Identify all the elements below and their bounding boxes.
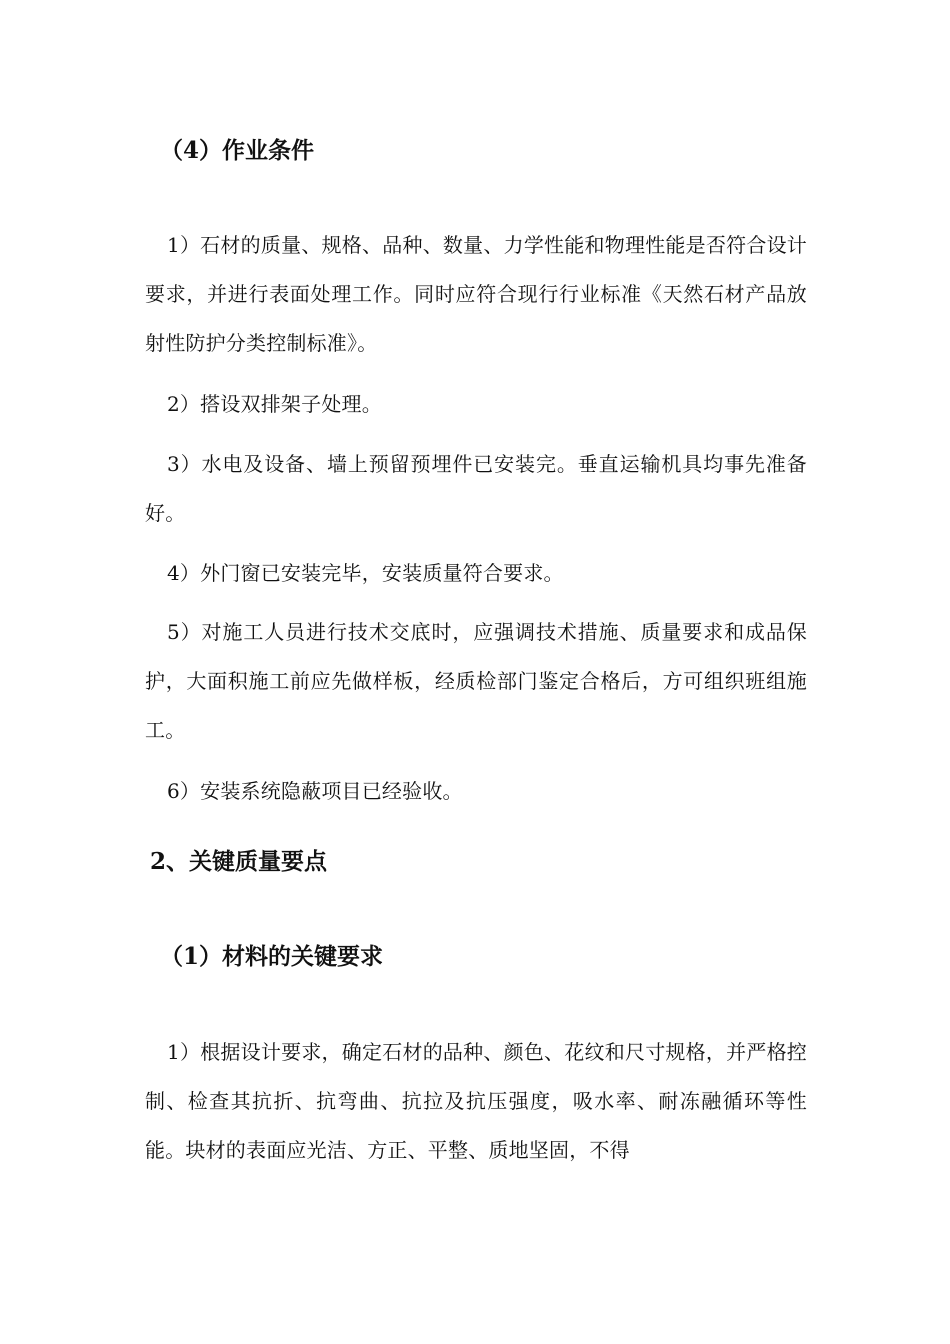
heading-material-requirements: （1）材料的关键要求 xyxy=(160,943,384,970)
paragraph-utilities: 3）水电及设备、墙上预留预埋件已安装完。垂直运输机具均事先准备好。 xyxy=(145,452,807,525)
paragraph-briefing: 5）对施工人员进行技术交底时，应强调技术措施、质量要求和成品保护，大面积施工前应先做样板，经质检部门鉴定合格后，方可组织班组施工。 xyxy=(145,620,807,742)
paragraph-stone-quality: 1）石材的质量、规格、品种、数量、力学性能和物理性能是否符合设计要求，并进行表面处理工作。同时应符合现行行业标准《天然石材产品放射性防护分类控制标准》。 xyxy=(145,233,807,355)
heading-key-quality: 2、关键质量要点 xyxy=(150,848,328,875)
heading-work-conditions: （4）作业条件 xyxy=(160,137,315,164)
paragraph-scaffold: 2）搭设双排架子处理。 xyxy=(167,392,382,416)
paragraph-windows: 4）外门窗已安装完毕，安装质量符合要求。 xyxy=(167,561,564,585)
paragraph-material-selection: 1）根据设计要求，确定石材的品种、颜色、花纹和尺寸规格，并严格控制、检查其抗折、抗弯曲、抗拉及抗压强度，吸水率、耐冻融循环等性能。块材的表面应光洁、方正、平整、质地坚固，不得 xyxy=(145,1040,807,1162)
paragraph-concealed-works: 6）安装系统隐蔽项目已经验收。 xyxy=(167,779,463,803)
